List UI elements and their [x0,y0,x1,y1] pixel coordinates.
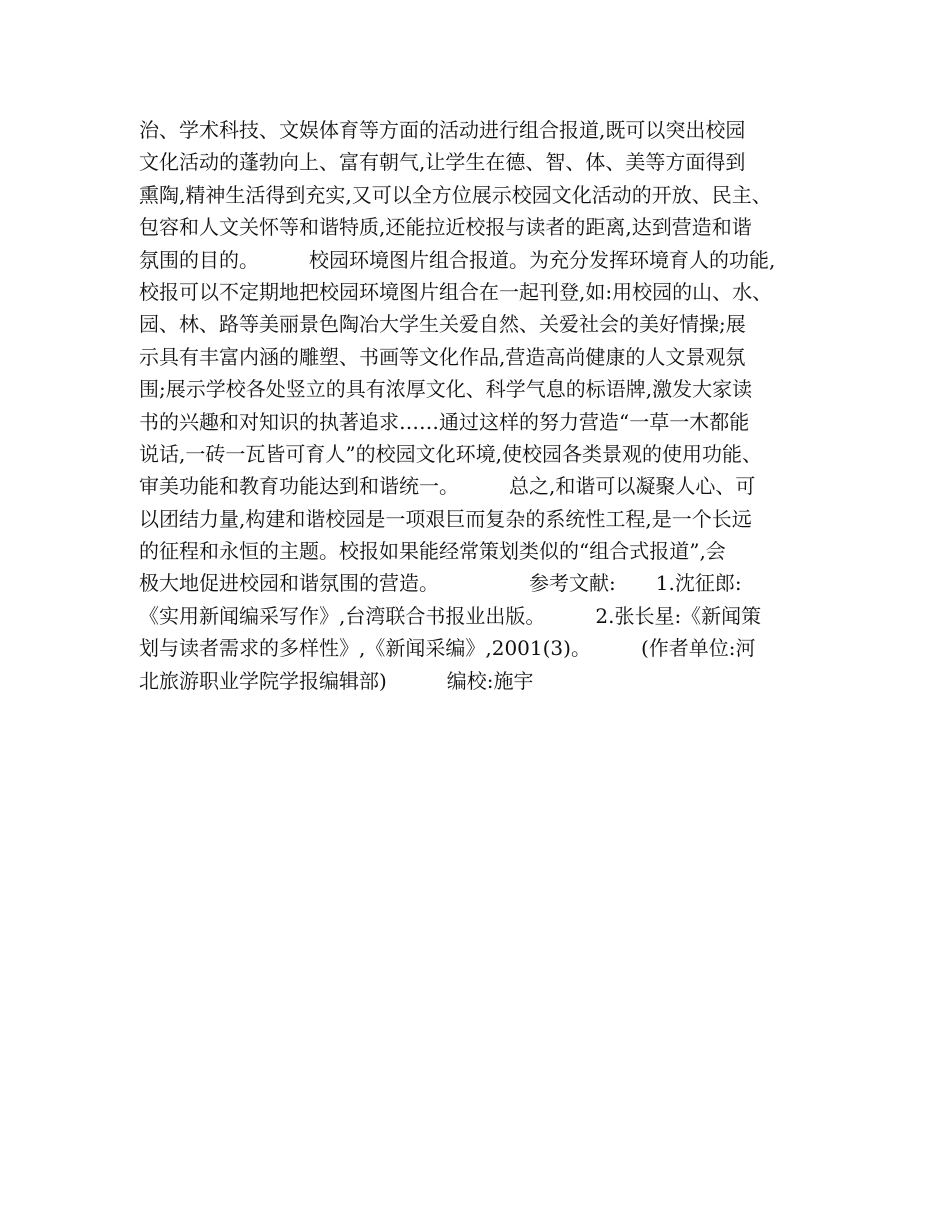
text-line: 划与读者需求的多样性》,《新闻采编》,2001(3)。 (作者单位:河 [139,636,756,661]
text-line: 示具有丰富内涵的雕塑、书画等文化作品,营造高尚健康的人文景观氛 [139,344,746,369]
article-body [139,114,839,697]
text-line: 熏陶,精神生活得到充实,又可以全方位展示校园文化活动的开放、民主、 [139,182,772,207]
text-line: 氛围的目的。 校园环境图片组合报道。为充分发挥环境育人的功能, [139,247,776,272]
text-line: 校报可以不定期地把校园环境图片组合在一起刊登,如:用校园的山、水、 [139,279,773,304]
text-line: 包容和人文关怀等和谐特质,还能拉近校报与读者的距离,达到营造和谐 [139,215,752,240]
text-line: 园、林、路等美丽景色陶冶大学生关爱自然、关爱社会的美好情操;展 [139,312,746,337]
text-line: 极大地促进校园和谐氛围的营造。 参考文献: 1.沈征郎: [139,571,742,596]
text-line: 书的兴趣和对知识的执著追求……通过这样的努力营造“一草一木都能 [139,409,750,434]
text-line: 《实用新闻编采写作》,台湾联合书报业出版。 2.张长星:《新闻策 [139,603,762,628]
text-line: 的征程和永恒的主题。校报如果能经常策划类似的“组合式报道”,会 [139,539,726,564]
text-line: 围;展示学校各处竖立的具有浓厚文化、科学气息的标语牌,激发大家读 [139,377,753,402]
text-line: 治、学术科技、文娱体育等方面的活动进行组合报道,既可以突出校园 [139,118,746,142]
text-line: 文化活动的蓬勃向上、富有朝气,让学生在德、智、体、美等方面得到 [139,150,746,175]
text-line: 以团结力量,构建和谐校园是一项艰巨而复杂的系统性工程,是一个长远 [139,506,752,531]
text-line: 北旅游职业学院学报编辑部) 编校:施宇 [139,668,534,693]
text-line: 审美功能和教育功能达到和谐统一。 总之,和谐可以凝聚人心、可 [139,474,756,499]
text-line: 说话,一砖一瓦皆可育人”的校园文化环境,使校园各类景观的使用功能、 [139,441,762,466]
